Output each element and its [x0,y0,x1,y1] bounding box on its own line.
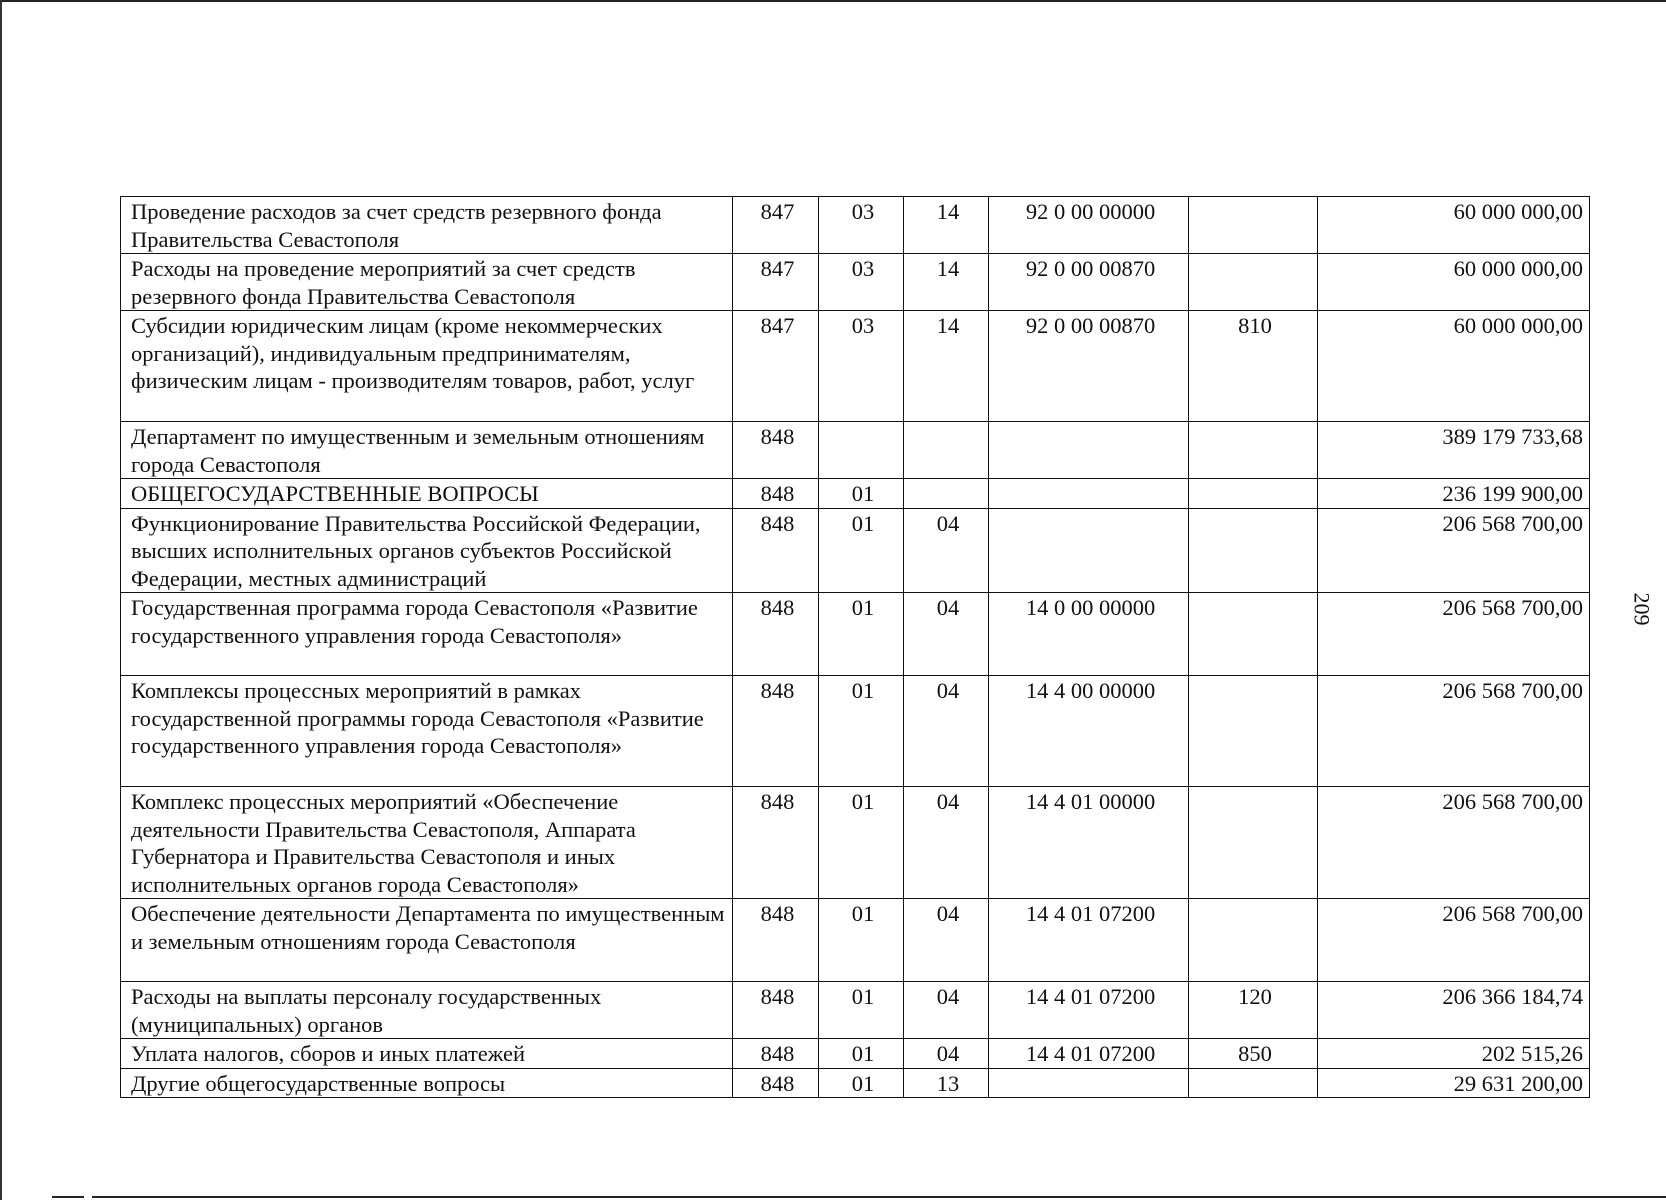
cell-ved: 848 [733,982,819,1039]
cell-csr [989,508,1189,593]
cell-csr: 14 4 01 07200 [989,1039,1189,1069]
cell-sum: 206 568 700,00 [1318,593,1590,676]
cell-pr: 04 [904,676,989,787]
cell-rz [819,422,904,479]
table-row [121,254,1590,311]
cell-sum: 29 631 200,00 [1318,1068,1590,1098]
table-row [121,787,1590,899]
cell-vr [1189,593,1318,676]
cell-rz: 01 [819,787,904,899]
scan-border-top [0,0,1666,2]
cell-vr [1189,479,1318,509]
cell-pr: 04 [904,1039,989,1069]
cell-vr [1189,197,1318,254]
cell-vr [1189,422,1318,479]
table-row [121,311,1590,422]
cell-pr: 04 [904,787,989,899]
cell-rz: 01 [819,508,904,593]
cell-pr: 14 [904,254,989,311]
cell-sum: 202 515,26 [1318,1039,1590,1069]
cell-ved: 848 [733,676,819,787]
cell-csr: 92 0 00 00870 [989,311,1189,422]
cell-name: Обеспечение деятельности Департамента по имущественным и земельным отношениям города Севастополя [121,899,733,982]
cell-csr: 14 0 00 00000 [989,593,1189,676]
cell-pr: 04 [904,982,989,1039]
cell-csr [989,1068,1189,1098]
page-number: 209 [1629,592,1655,626]
cell-ved: 848 [733,1068,819,1098]
table-row [121,676,1590,787]
table-row [121,197,1590,254]
cell-csr [989,479,1189,509]
cell-name: Комплекс процессных мероприятий «Обеспечение деятельности Правительства Севастополя, Аппарата Губернатора и Правительства Севастополя и иных исполнительных органов города Севастополя» [121,787,733,899]
cell-ved: 847 [733,311,819,422]
cell-ved: 848 [733,479,819,509]
cell-rz: 03 [819,197,904,254]
cell-csr: 14 4 01 07200 [989,899,1189,982]
cell-name: Расходы на проведение мероприятий за счет средств резервного фонда Правительства Севастополя [121,254,733,311]
cell-name: Уплата налогов, сборов и иных платежей [121,1039,733,1069]
table-row [121,899,1590,982]
cell-vr [1189,508,1318,593]
table-row [121,1039,1590,1069]
cell-sum: 206 568 700,00 [1318,787,1590,899]
cell-ved: 848 [733,1039,819,1069]
cell-rz: 01 [819,479,904,509]
cell-rz: 01 [819,982,904,1039]
cell-rz: 01 [819,593,904,676]
cell-name: Проведение расходов за счет средств резервного фонда Правительства Севастополя [121,197,733,254]
cell-pr [904,479,989,509]
cell-rz: 01 [819,1068,904,1098]
cell-pr: 04 [904,508,989,593]
table-row [121,982,1590,1039]
cell-vr: 120 [1189,982,1318,1039]
cell-rz: 01 [819,676,904,787]
cell-sum: 60 000 000,00 [1318,197,1590,254]
cell-csr: 14 4 01 00000 [989,787,1189,899]
cell-sum: 236 199 900,00 [1318,479,1590,509]
cell-csr: 92 0 00 00870 [989,254,1189,311]
cell-name: Другие общегосударственные вопросы [121,1068,733,1098]
scan-border-left [0,0,2,1200]
cell-vr [1189,787,1318,899]
table-row [121,422,1590,479]
cell-ved: 848 [733,508,819,593]
cell-sum: 389 179 733,68 [1318,422,1590,479]
cell-sum: 206 568 700,00 [1318,508,1590,593]
cell-pr: 04 [904,593,989,676]
cell-ved: 848 [733,787,819,899]
cell-csr [989,422,1189,479]
cell-csr: 14 4 00 00000 [989,676,1189,787]
budget-table-body [121,197,1590,1098]
cell-rz: 01 [819,899,904,982]
cell-ved: 848 [733,899,819,982]
cell-pr: 04 [904,899,989,982]
cell-name: Расходы на выплаты персоналу государственных (муниципальных) органов [121,982,733,1039]
cell-ved: 847 [733,197,819,254]
cell-vr: 850 [1189,1039,1318,1069]
cell-csr: 92 0 00 00000 [989,197,1189,254]
cell-name: Комплексы процессных мероприятий в рамках государственной программы города Севастополя «Развитие государственного управления города Севастополя» [121,676,733,787]
budget-table [120,196,1590,1098]
cell-vr [1189,676,1318,787]
cell-sum: 206 568 700,00 [1318,676,1590,787]
cell-rz: 01 [819,1039,904,1069]
scan-border-bottom-dash [52,1196,84,1198]
table-row [121,1068,1590,1098]
table-row [121,508,1590,593]
cell-name: Департамент по имущественным и земельным отношениям города Севастополя [121,422,733,479]
cell-name: Субсидии юридическим лицам (кроме некоммерческих организаций), индивидуальным предпринимателям, физическим лицам - производителям товаров, работ, услуг [121,311,733,422]
table-row [121,593,1590,676]
cell-ved: 847 [733,254,819,311]
cell-sum: 60 000 000,00 [1318,311,1590,422]
cell-vr: 810 [1189,311,1318,422]
cell-rz: 03 [819,311,904,422]
cell-sum: 206 366 184,74 [1318,982,1590,1039]
cell-ved: 848 [733,422,819,479]
cell-vr [1189,899,1318,982]
cell-pr: 13 [904,1068,989,1098]
cell-ved: 848 [733,593,819,676]
cell-csr: 14 4 01 07200 [989,982,1189,1039]
cell-pr [904,422,989,479]
cell-pr: 14 [904,197,989,254]
cell-vr [1189,1068,1318,1098]
cell-sum: 60 000 000,00 [1318,254,1590,311]
scan-border-bottom [92,1196,1666,1198]
cell-name: Государственная программа города Севастополя «Развитие государственного управления города Севастополя» [121,593,733,676]
table-row [121,479,1590,509]
cell-name: ОБЩЕГОСУДАРСТВЕННЫЕ ВОПРОСЫ [121,479,733,509]
cell-pr: 14 [904,311,989,422]
cell-name: Функционирование Правительства Российской Федерации, высших исполнительных органов субъектов Российской Федерации, местных администраций [121,508,733,593]
cell-rz: 03 [819,254,904,311]
cell-vr [1189,254,1318,311]
cell-sum: 206 568 700,00 [1318,899,1590,982]
